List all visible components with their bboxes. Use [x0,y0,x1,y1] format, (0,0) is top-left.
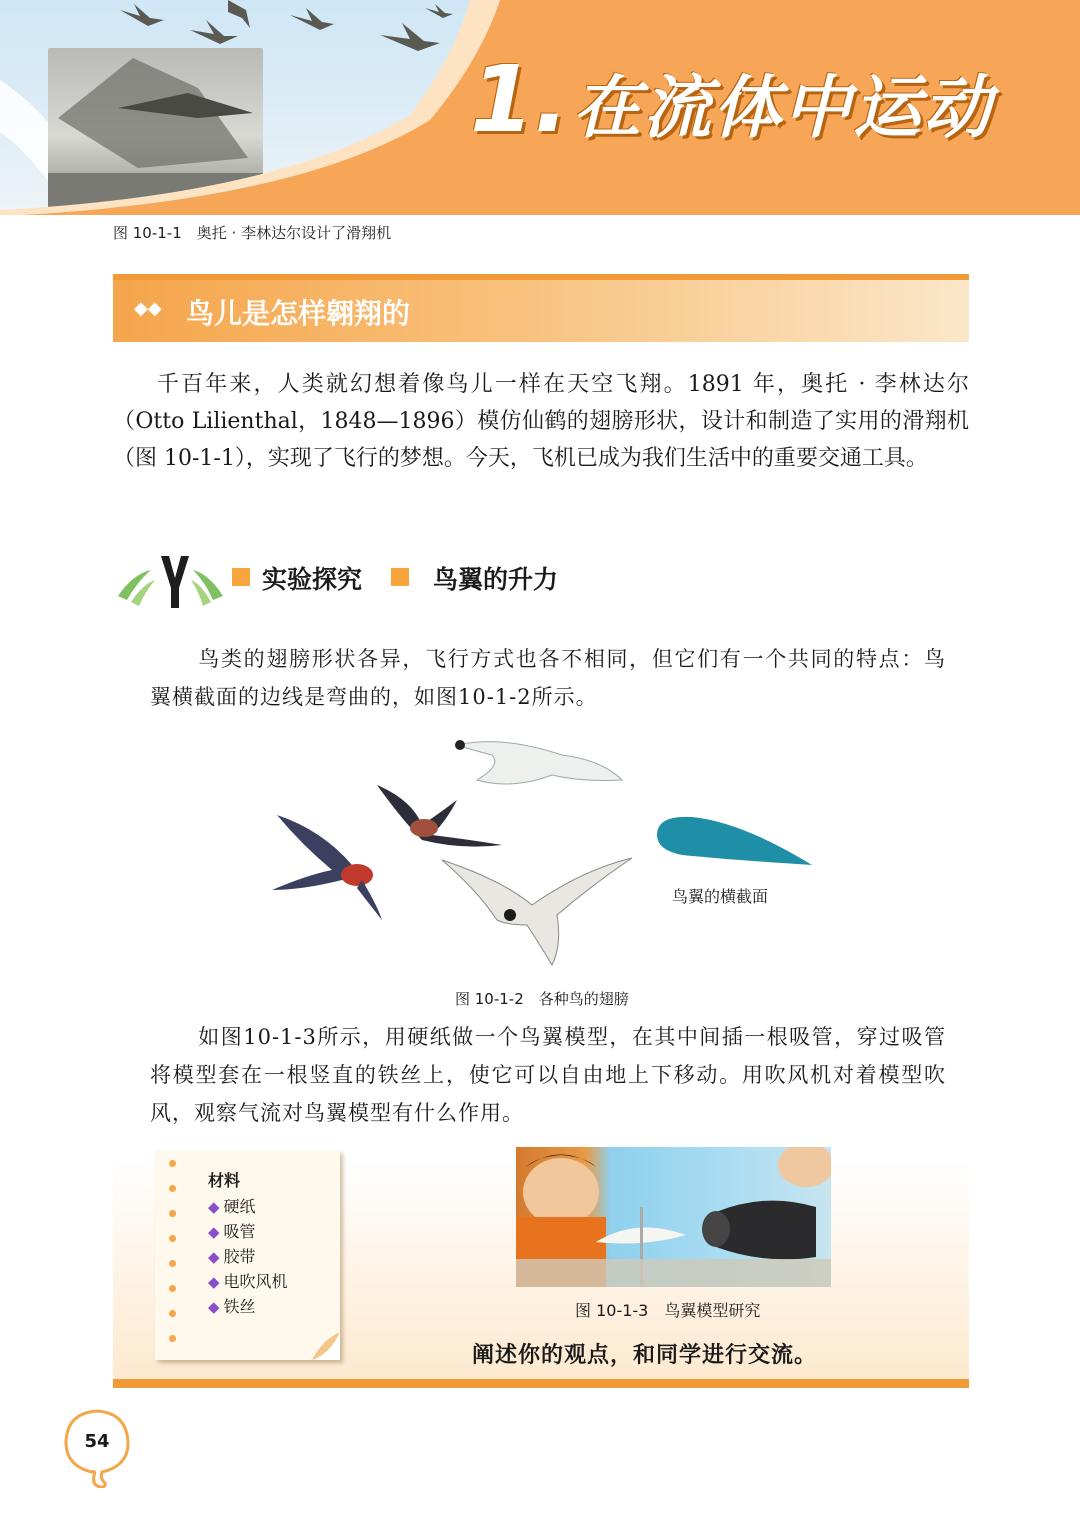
note-hole-dot [169,1335,176,1342]
chapter-title-text: 在流体中运动 [572,69,993,148]
wing-model-photo [516,1147,831,1287]
tern-illustration [442,858,632,965]
diamond-bullet-icon: ◆◆ [134,298,162,319]
material-item: ◆ 吸管 [208,1222,256,1241]
orange-square-icon [232,568,250,586]
experiment-icon [113,548,228,614]
experiment-paragraph: 鸟类的翅膀形状各异，飞行方式也各不相同，但它们有一个共同的特点：鸟翼横截面的边线是弯曲的，如图10-1-2所示。 [150,647,946,709]
section-title: 鸟儿是怎样翱翔的 [186,297,411,330]
wing-model-experiment-illustration [516,1147,831,1287]
material-item: ◆ 电吹风机 [208,1272,288,1291]
experiment-title: 鸟翼的升力 [433,565,559,594]
chapter-number: 1. [470,46,569,153]
material-item: ◆ 硬纸 [208,1197,256,1216]
note-hole-dot [169,1285,176,1292]
activity-box-rule [113,1379,969,1388]
note-hole-dot [169,1260,176,1267]
note-hole-dot [169,1185,176,1192]
section-header-rule [113,274,969,280]
chapter-header [0,0,1080,215]
diamond-bullet-icon: ◆ [208,1273,220,1291]
page-number: 54 [84,1431,110,1452]
figure-caption: 图 10-1-3 鸟翼模型研究 [575,1301,761,1320]
experiment-paragraph: 如图10-1-3所示，用硬纸做一个鸟翼模型，在其中间插一根吸管，穿过吸管将模型套在一根竖直的铁丝上，使它可以自由地上下移动。用吹风机对着模型吹风，观察气流对鸟翼模型有什么作用。 [150,1025,946,1125]
diamond-bullet-icon: ◆ [208,1223,220,1241]
diamond-bullet-icon: ◆ [208,1198,220,1216]
orange-square-icon [391,568,409,586]
note-hole-dot [169,1160,176,1167]
note-hole-dot [169,1235,176,1242]
diamond-bullet-icon: ◆ [208,1298,220,1316]
birds-figure [262,730,822,975]
figure-caption: 图 10-1-1 奥托 · 李林达尔设计了滑翔机 [113,224,392,242]
page-curl-icon [312,1332,340,1360]
wing-section-label: 鸟翼的横截面 [672,887,769,906]
materials-title: 材料 [208,1171,241,1190]
closing-prompt: 阐述你的观点，和同学进行交流。 [472,1342,818,1368]
material-item: ◆ 胶带 [208,1247,256,1266]
swallow-illustration [377,785,502,847]
experiment-label: 实验探究 [262,565,363,594]
intro-paragraph: 千百年来，人类就幻想着像鸟儿一样在天空飞翔。1891 年，奥托 · 李林达尔（Otto Lilienthal，1848—1896）模仿仙鹤的翅膀形状，设计和制造了实用的滑翔机（图 10-1-1），实现了飞行的梦想。今天，飞机已成为我们生活中的重要交通工具。 [113,372,969,471]
wing-cross-section-shape [657,817,812,865]
diamond-bullet-icon: ◆ [208,1248,220,1266]
swallow-illustration [272,815,382,920]
note-hole-dot [169,1210,176,1217]
chapter-title [470,46,993,166]
material-item: ◆ 铁丝 [208,1297,256,1316]
figure-caption: 图 10-1-2 各种鸟的翅膀 [455,990,629,1008]
note-hole-dot [169,1310,176,1317]
swan-illustration [455,740,622,784]
